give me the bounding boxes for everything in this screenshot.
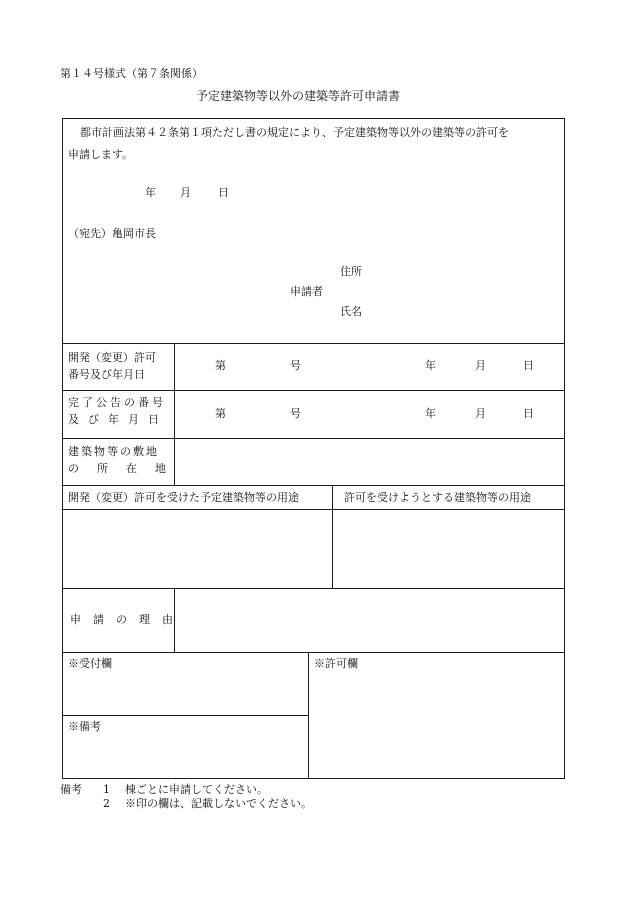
completion-year: 年 bbox=[425, 407, 436, 420]
dev-permit-go: 号 bbox=[290, 359, 301, 372]
notes-heading: 備考 bbox=[60, 783, 82, 796]
applicant-name-label: 氏名 bbox=[340, 305, 362, 318]
reception-label: ※受付欄 bbox=[68, 657, 112, 670]
applicant-address-label: 住所 bbox=[340, 265, 362, 278]
intro-line-1: 都市計画法第４２条第１項ただし書の規定により、予定建築物等以外の建築等の許可を bbox=[80, 126, 509, 139]
note-2-text: ※印の欄は、記載しないでください。 bbox=[125, 797, 312, 810]
site-label-line-2: の所在地 bbox=[68, 462, 184, 475]
remarks-box-label: ※備考 bbox=[68, 720, 101, 733]
reason-label: 申請の理由 bbox=[70, 613, 185, 626]
completion-label-line-1: 完了公告の番号 bbox=[68, 396, 166, 409]
form-title: 予定建築物等以外の建築等許可申請書 bbox=[196, 89, 401, 103]
dev-permit-day: 日 bbox=[523, 359, 534, 372]
application-date-year: 年 bbox=[145, 186, 156, 199]
applicant-label: 申請者 bbox=[290, 285, 323, 298]
uses-left-header: 開発（変更）許可を受けた予定建築物等の用途 bbox=[68, 491, 299, 504]
form-number: 第１４号様式（第７条関係） bbox=[60, 67, 203, 80]
application-date-month: 月 bbox=[180, 186, 191, 199]
dev-permit-year: 年 bbox=[425, 359, 436, 372]
completion-label-line-2: 及び年月日 bbox=[68, 413, 168, 426]
permit-label: ※許可欄 bbox=[314, 657, 358, 670]
note-2-number: 2 bbox=[103, 797, 110, 810]
completion-go: 号 bbox=[290, 407, 301, 420]
uses-right-header: 許可を受けようとする建築物等の用途 bbox=[344, 491, 531, 504]
dev-permit-month: 月 bbox=[475, 359, 486, 372]
completion-month: 月 bbox=[475, 407, 486, 420]
dev-permit-dai: 第 bbox=[215, 359, 226, 372]
dev-permit-label: 開発（変更）許可 番号及び年月日 bbox=[68, 351, 156, 381]
completion-dai: 第 bbox=[215, 407, 226, 420]
site-label-line-1: 建築物等の敷地 bbox=[68, 445, 159, 458]
completion-day: 日 bbox=[523, 407, 534, 420]
note-1-number: 1 bbox=[103, 783, 110, 796]
intro-line-2: 申請します。 bbox=[68, 148, 134, 161]
application-date-day: 日 bbox=[218, 186, 229, 199]
addressee: （宛先）亀岡市長 bbox=[68, 227, 156, 240]
note-1-text: 棟ごとに申請してください。 bbox=[125, 783, 268, 796]
